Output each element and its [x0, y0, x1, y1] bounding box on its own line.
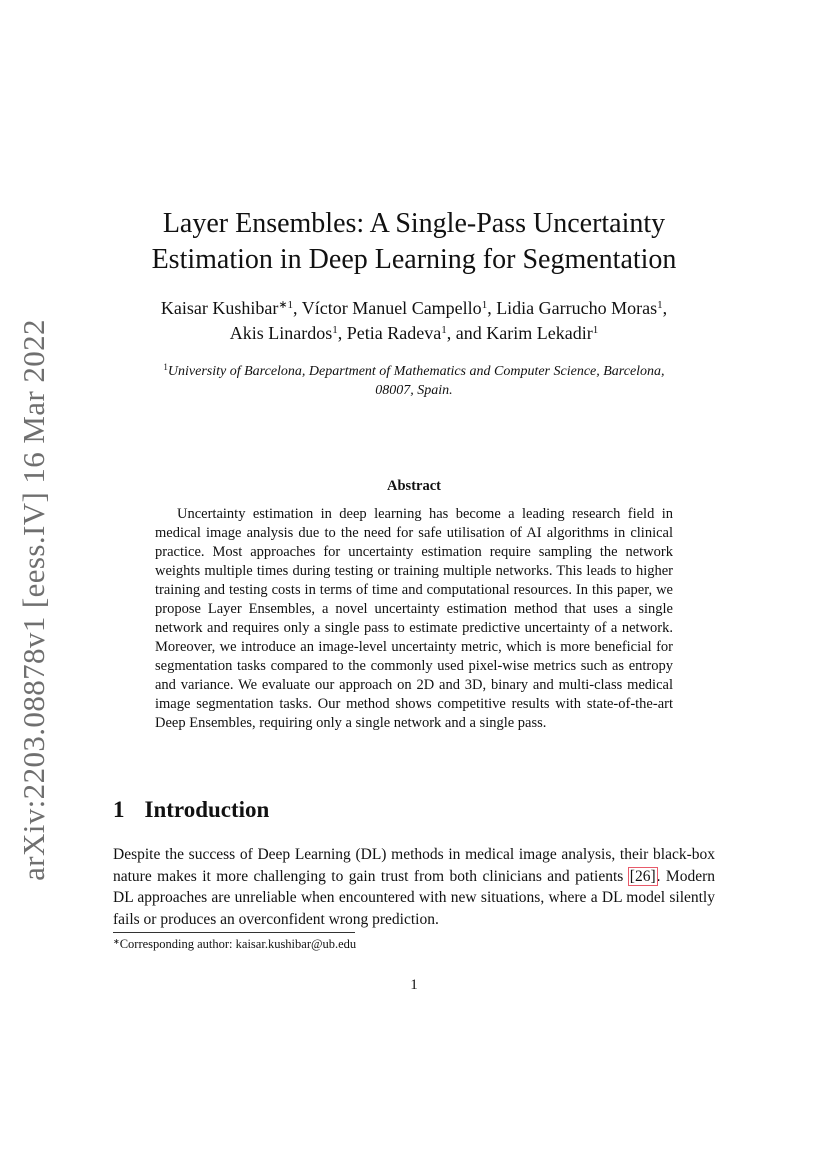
author-name: Akis Linardos [229, 323, 333, 343]
footnote-text: Corresponding author: kaisar.kushibar@ub.edu [119, 937, 357, 951]
author-conjunction: , and [446, 323, 487, 343]
affiliation [110, 362, 718, 400]
author-marker: 1 [481, 299, 488, 311]
abstract-heading: Abstract [387, 478, 441, 494]
author-separator: , [487, 298, 497, 318]
intro-text-part-1: Despite the success of Deep Learning (DL) methods in medical image analysis, their black-box nature makes it more challenging to gain trust from both clinicians and patients [113, 846, 715, 885]
author-marker: 1 [657, 299, 663, 311]
affiliation-marker: 1 [163, 362, 168, 372]
author-name: Kaisar Kushibar [160, 298, 279, 318]
author-name: Lidia Garrucho Moras [496, 298, 658, 318]
footnote-marker: ∗ [113, 937, 120, 946]
citation-link[interactable]: [26] [629, 867, 656, 885]
arxiv-stamp[interactable]: arXiv:2203.08878v1 [eess.IV] 16 Mar 2022 [16, 319, 51, 881]
author-separator: , [337, 323, 347, 343]
section-number: 1 [113, 797, 125, 822]
footnote [113, 936, 356, 952]
author-separator: , [662, 298, 668, 318]
intro-text-part-2: . Modern DL approaches are unreliable when encountered with new situations, where a DL model silently fails or produces an overconfident wrong prediction. [113, 867, 715, 928]
title-line-1: Layer Ensembles: A Single-Pass Uncertainty [162, 208, 666, 239]
affiliation-line-1: University of Barcelona, Department of Mathematics and Computer Science, Barcelona, [167, 364, 665, 379]
section-title: Introduction [144, 797, 270, 822]
introduction-text [113, 844, 715, 930]
author-marker: 1 [592, 324, 599, 336]
author-name: Karim Lekadir [486, 323, 593, 343]
footnote-divider [113, 932, 355, 933]
title-line-2: Estimation in Deep Learning for Segmentation [151, 244, 677, 275]
author-marker: ∗1 [278, 299, 294, 311]
author-marker: 1 [332, 324, 338, 336]
affiliation-line-2: 08007, Spain. [375, 383, 453, 398]
author-separator: , [293, 298, 302, 318]
author-marker: 1 [441, 324, 447, 336]
page-number: 1 [410, 977, 418, 993]
paper-title [100, 206, 728, 278]
author-name: Petia Radeva [346, 323, 442, 343]
abstract-text: Uncertainty estimation in deep learning has become a leading research field in medical image analysis due to the need for safe utilisation of AI algorithms in clinical practice. Most approaches for uncertainty estimation require sampling the network weights multiple times during testing or training multiple networks. This leads to higher training and testing costs in terms of time and computational resources. In this paper, we propose Layer Ensembles, a novel uncertainty estimation method that uses a single network and requires only a single pass to estimate predictive uncertainty of a network. Moreover, we introduce an image-level uncertainty metric, which is more beneficial for segmentation tasks compared to the commonly used pixel-wise metrics such as entropy and variance. We evaluate our approach on 2D and 3D, binary and multi-class medical image segmentation tasks. Our method shows competitive results with state-of-the-art Deep Ensembles, requiring only a single network and a single pass. [155, 506, 673, 731]
author-list [100, 296, 728, 346]
section-heading [113, 797, 269, 823]
author-name: Víctor Manuel Campello [301, 298, 482, 318]
